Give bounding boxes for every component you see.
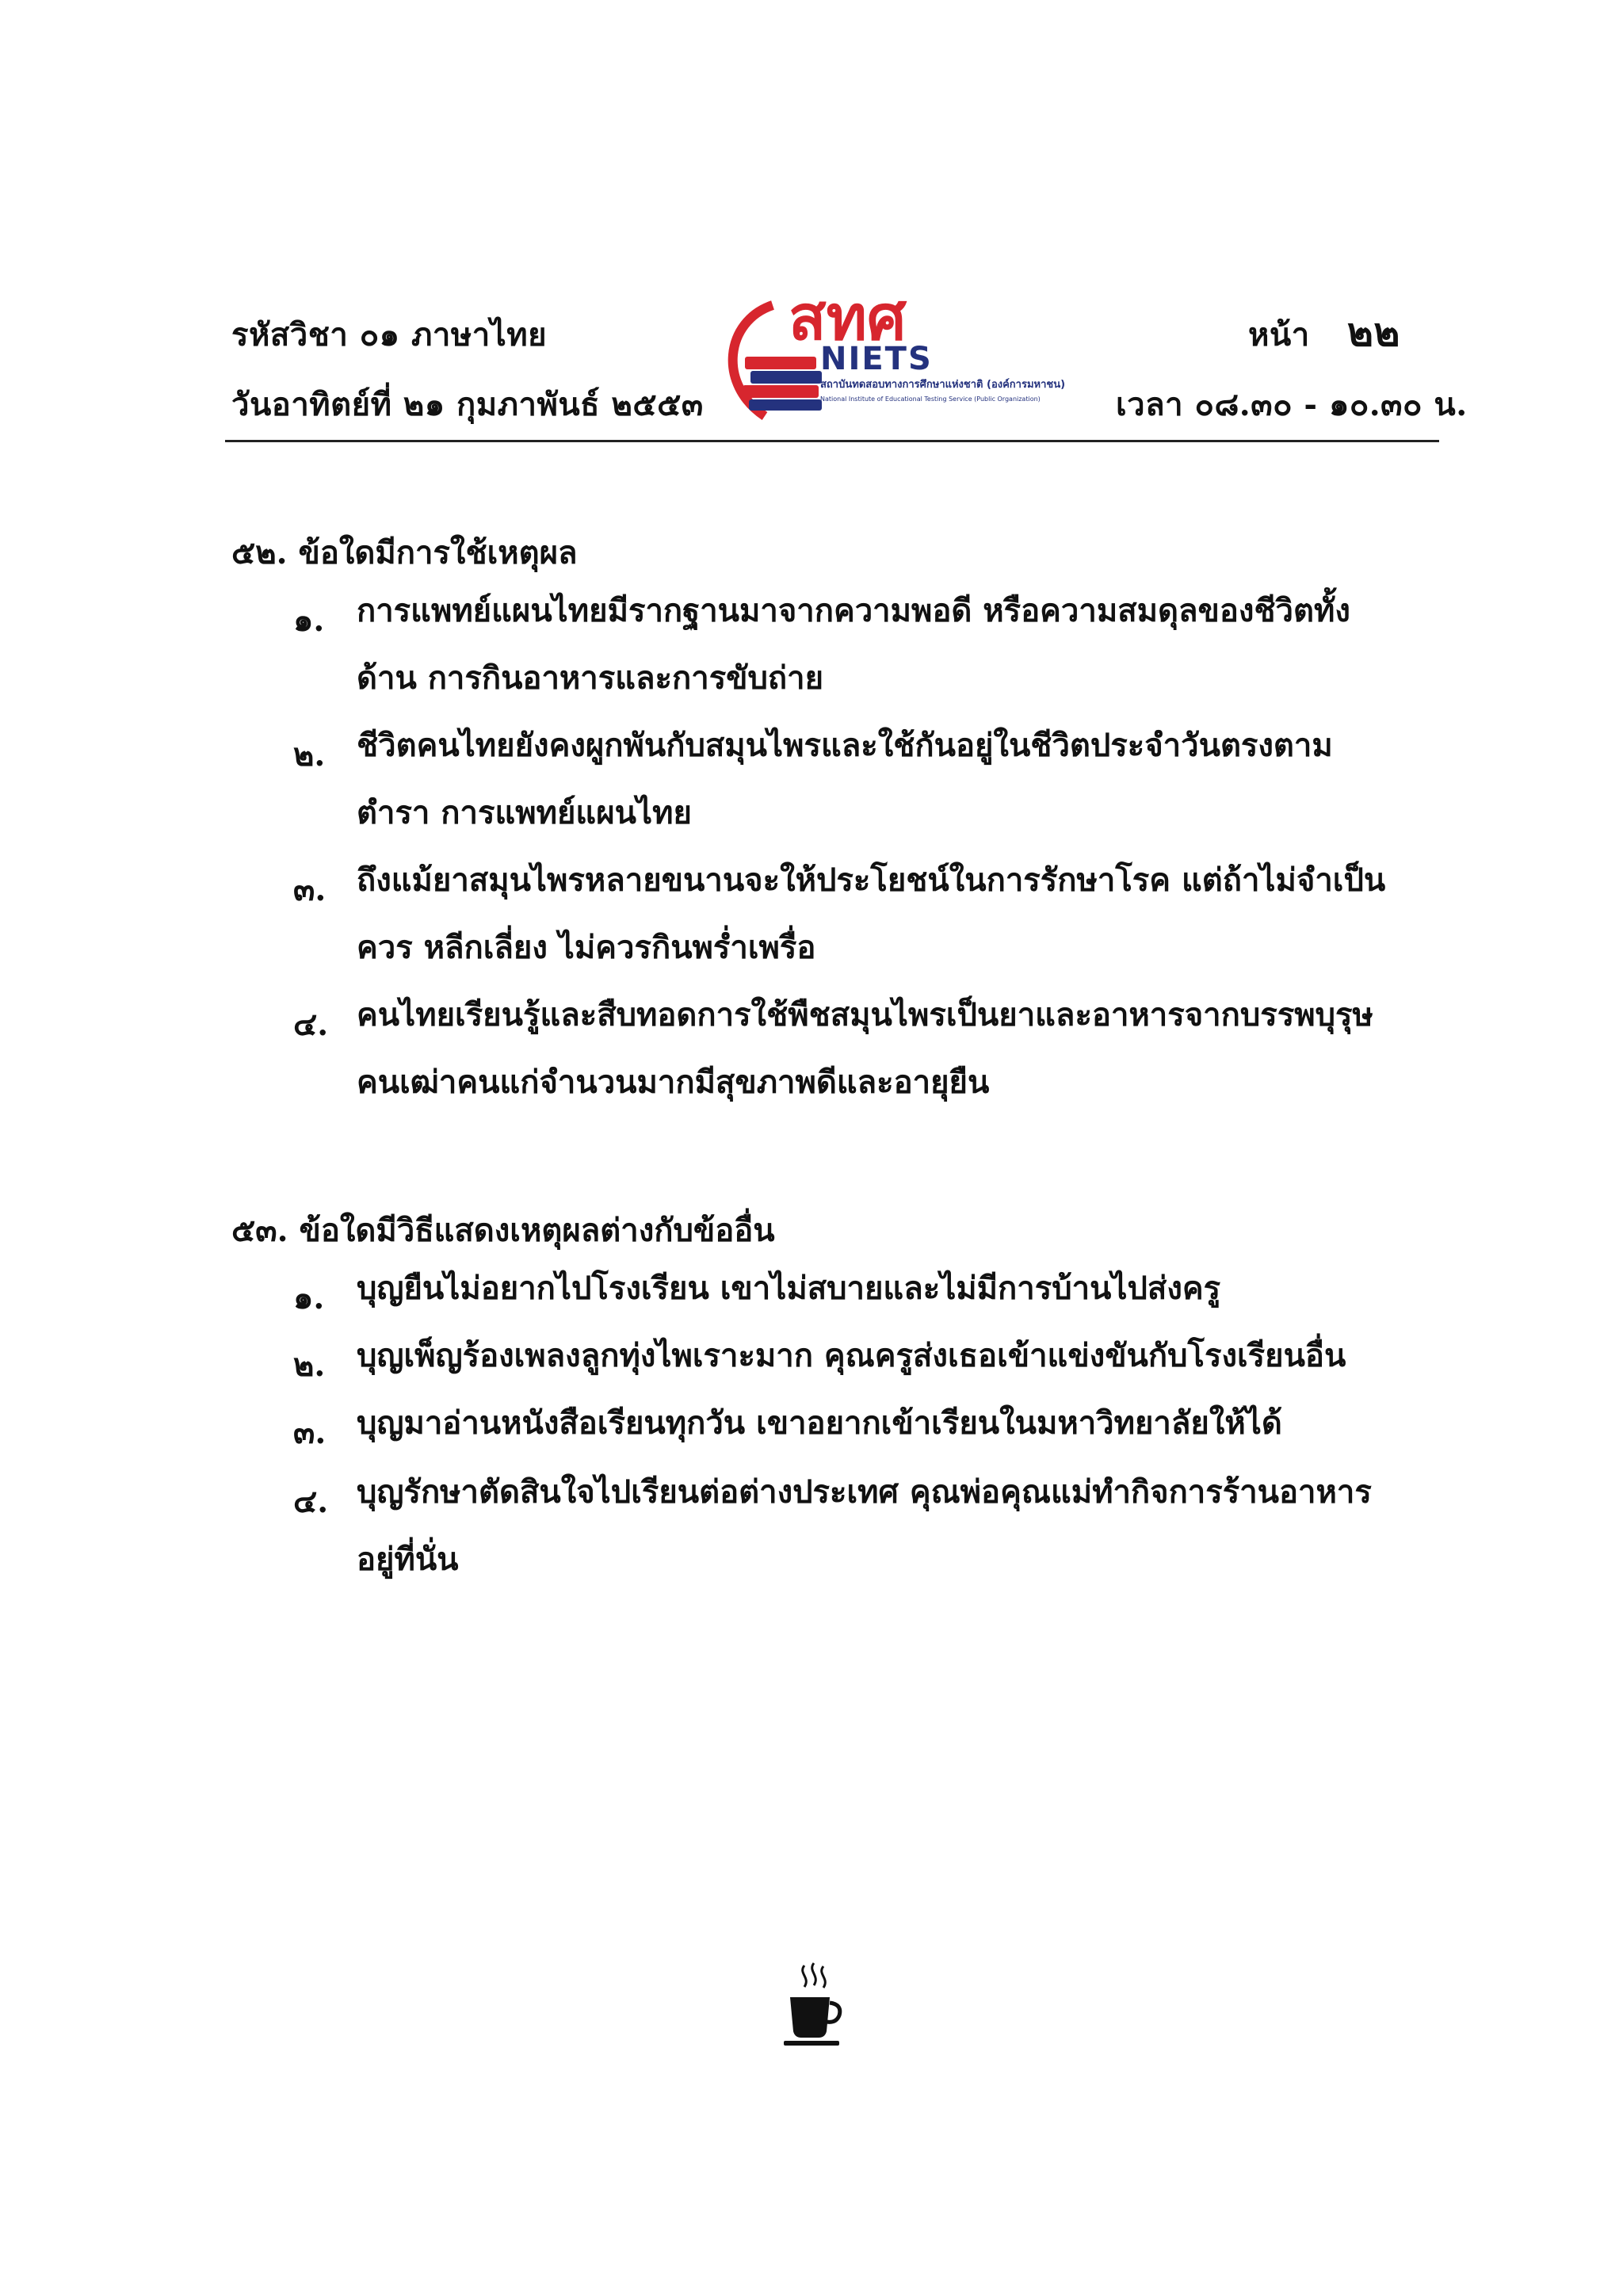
- option-number: ๑.: [293, 602, 325, 639]
- coffee-cup-icon: [781, 1962, 844, 2049]
- question-text: ข้อใดมีการใช้เหตุผล: [298, 534, 578, 571]
- option-text: คนไทยเรียนรู้และสืบทอดการใช้พืชสมุนไพรเป็นยาและอาหารจากบรรพบุรุษ คนเฒ่าคนแก่จำนวนมากมีสุขภาพดีและอายุยืน: [357, 996, 1373, 1101]
- exam-date: วันอาทิตย์ที่ ๒๑ กุมภาพันธ์ ๒๕๕๓: [231, 386, 704, 423]
- option-text: ชีวิตคนไทยยังคงผูกพันกับสมุนไพรและใช้กันอยู่ในชีวิตประจำวันตรงตามตำรา การแพทย์แผนไทย: [357, 727, 1333, 831]
- logo-fullname-en: National Institute of Educational Testing Service (Public Organization): [820, 395, 1041, 403]
- option-text: ถึงแม้ยาสมุนไพรหลายขนานจะให้ประโยชน์ในการรักษาโรค แต่ถ้าไม่จำเป็นควร หลีกเลี่ยง ไม่ควรกินพร่ำเพรื่อ: [357, 861, 1386, 966]
- option-number: ๔.: [293, 1006, 329, 1043]
- exam-time: เวลา ๐๘.๓๐ - ๑๐.๓๐ น.: [1116, 386, 1468, 423]
- logo-text-en: NIETS: [820, 341, 933, 377]
- question-number: ๕๒.: [231, 534, 288, 571]
- header-divider: [225, 440, 1439, 442]
- option-number: ๑.: [293, 1279, 325, 1316]
- option-text: บุญยืนไม่อยากไปโรงเรียน เขาไม่สบายและไม่มีการบ้านไปส่งครู: [357, 1270, 1221, 1307]
- logo-text-th: สทศ: [789, 283, 907, 354]
- option-text: บุญรักษาตัดสินใจไปเรียนต่อต่างประเทศ คุณพ่อคุณแม่ทำกิจการร้านอาหาร อยู่ที่นั่น: [357, 1473, 1372, 1578]
- page-number: ๒๒: [1347, 308, 1400, 355]
- option-number: ๓.: [293, 1414, 327, 1451]
- question-title: [231, 527, 578, 578]
- option-number: ๒.: [293, 1347, 326, 1384]
- niets-logo: [717, 283, 1113, 428]
- option-text: บุญเพ็ญร้องเพลงลูกทุ่งไพเราะมาก คุณครูส่งเธอเข้าแข่งขันกับโรงเรียนอื่น: [357, 1337, 1346, 1374]
- subject-code: รหัสวิชา ๐๑ ภาษาไทย: [231, 316, 548, 353]
- coffee-cup-graphic: [781, 1962, 844, 2049]
- option-number: ๔.: [293, 1483, 329, 1520]
- option-text: บุญมาอ่านหนังสือเรียนทุกวัน เขาอยากเข้าเรียนในมหาวิทยาลัยให้ได้: [357, 1404, 1282, 1442]
- option-number: ๒.: [293, 736, 326, 774]
- question-title: [231, 1205, 775, 1255]
- question-text: ข้อใดมีวิธีแสดงเหตุผลต่างกับข้ออื่น: [299, 1212, 775, 1249]
- option-text: การแพทย์แผนไทยมีรากฐานมาจากความพอดี หรือความสมดุลของชีวิตทั้งด้าน การกินอาหารและการขับถ่าย: [357, 592, 1350, 697]
- option-number: ๓.: [293, 871, 327, 908]
- page-label: หน้า: [1248, 316, 1310, 353]
- logo-fullname-th: สถาบันทดสอบทางการศึกษาแห่งชาติ (องค์การมหาชน): [820, 379, 1066, 391]
- question-number: ๕๓.: [231, 1212, 288, 1249]
